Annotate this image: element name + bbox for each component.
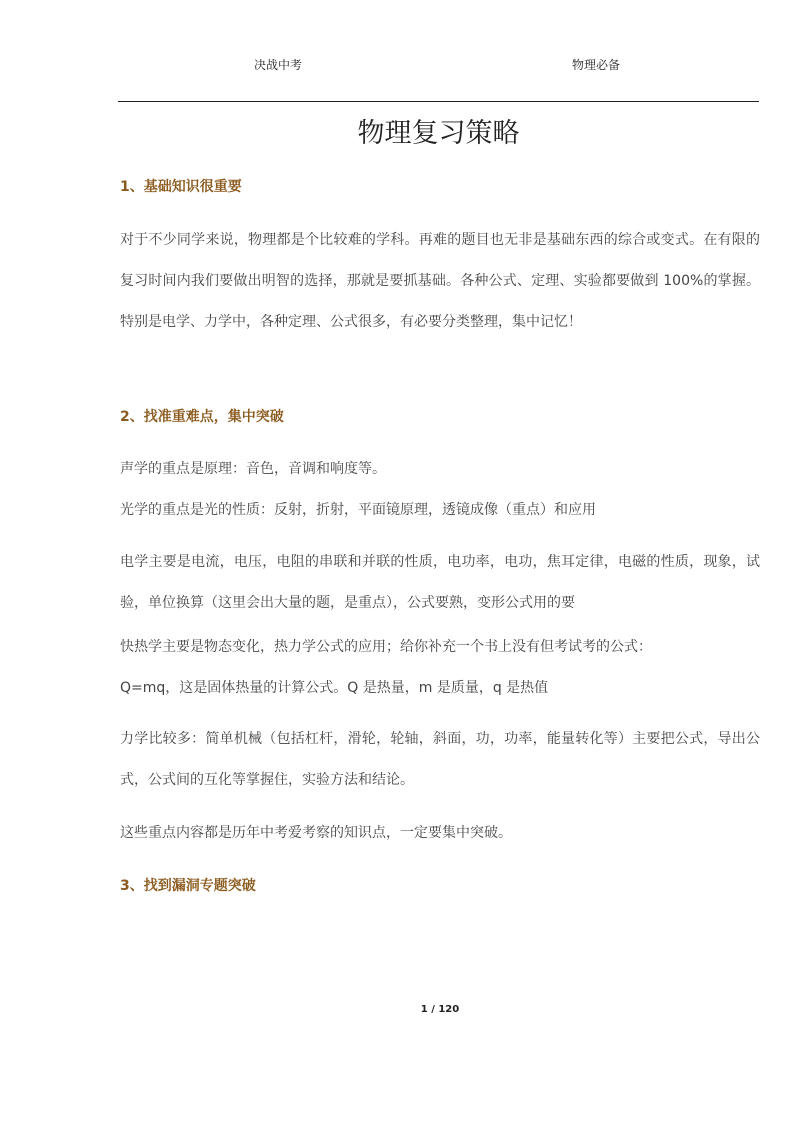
section-1-paragraph: 对于不少同学来说，物理都是个比较难的学科。再难的题目也无非是基础东西的综合或变式。在有限的复习时间内我们要做出明智的选择，那就是要抓基础。各种公式、定理、实验都要做到 100%的掌握。特别是电学、力学中，各种定理、公式很多，有必要分类整理，集中记忆！ — [120, 232, 760, 330]
header-divider — [118, 101, 759, 102]
header-right-text: 物理必备 — [572, 58, 621, 72]
heat-paragraph: 快热学主要是物态变化，热力学公式的应用；给你补充一个书上没有但考试考的公式： — [120, 639, 652, 655]
header-left-text: 决战中考 — [254, 58, 303, 72]
section-2-heading: 2、找准重难点，集中突破 — [120, 409, 284, 425]
formula-paragraph: Q=mq，这是固体热量的计算公式。Q 是热量，m 是质量，q 是热值 — [120, 680, 549, 696]
sound-paragraph: 声学的重点是原理：音色，音调和响度等。 — [120, 461, 386, 477]
section-1-heading: 1、基础知识很重要 — [120, 179, 242, 195]
electric-paragraph: 电学主要是电流，电压，电阻的串联和并联的性质，电功率，电功，焦耳定律，电磁的性质，现象，试验，单位换算（这里会出大量的题，是重点），公式要熟，变形公式用的要 — [120, 554, 760, 611]
page-title: 物理复习策略 — [357, 118, 520, 149]
mechanics-paragraph: 力学比较多：简单机械（包括杠杆，滑轮，轮轴，斜面，功，功率，能量转化等）主要把公式，导出公式，公式间的互化等掌握住，实验方法和结论。 — [120, 731, 760, 788]
section-3-heading: 3、找到漏洞专题突破 — [120, 878, 256, 894]
summary-paragraph: 这些重点内容都是历年中考爱考察的知识点，一定要集中突破。 — [120, 825, 512, 841]
page-number: 1 / 120 — [420, 1004, 460, 1015]
light-paragraph: 光学的重点是光的性质：反射，折射，平面镜原理，透镜成像（重点）和应用 — [120, 502, 596, 518]
